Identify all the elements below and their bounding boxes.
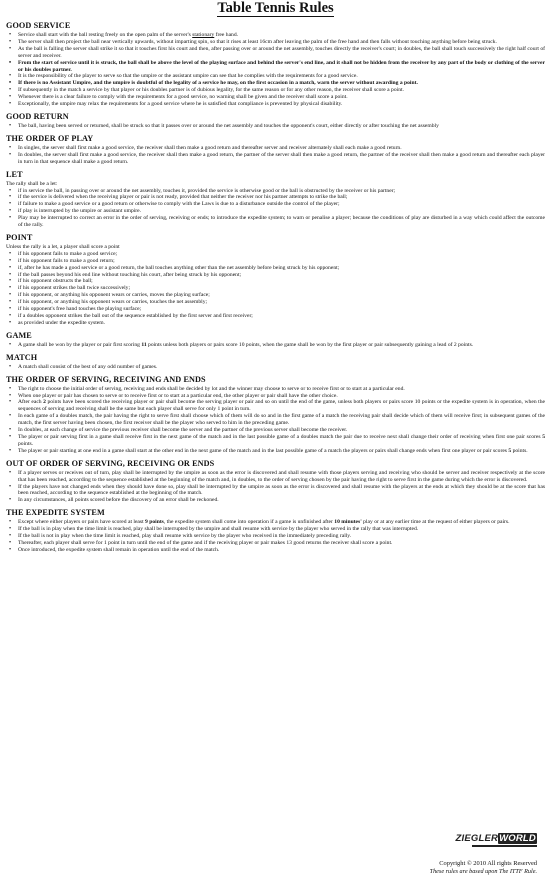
rule-text: points. (511, 447, 528, 454)
rule-text: The right to choose the initial order of serving, receiving and ends shall be decided by lot and the winner may choose to serve or to receive first or to start at a particular end. (18, 385, 405, 392)
rule-text: if a doubles opponent strikes the ball out of the sequence established by the first server and first receiver; (18, 313, 253, 319)
section-heading-good-return: GOOD RETURN (6, 111, 69, 121)
rule-text: As the ball is falling the server shall strike it so that it touches first his court and then, after passing over or around the net assembly, touches directly the receiver's court; in doubles, the ball shall touch successively the right half court of server and receiver. (18, 45, 545, 59)
rule-item (6, 32, 545, 39)
rule-item (6, 60, 545, 74)
rule-text: if failure to make a good service or a good return or otherwise to comply with the Laws is due to a disturbance outside the control of the player; (18, 201, 340, 208)
section-intro: The rally shall be a let: (6, 180, 58, 187)
rule-item (6, 484, 545, 498)
rule-text: if his opponent fails to make a good return; (18, 257, 115, 264)
rule-text: From the start of service until it is struck, the ball shall be above the level of the playing surface and behind the server's end line, and it shall not be hidden from the receiver by any part of the body or clothing of the server or his doubles partner. (18, 59, 545, 73)
rule-item (6, 342, 545, 349)
rule-list (6, 251, 545, 327)
rule-text: When one player or pair has chosen to serve or to receive first or to start at a particular end, the other player or pair shall have the other choice. (18, 392, 338, 399)
rule-text: In any circumstances, all points scored before the discovery of an error shall be reckoned. (18, 497, 219, 504)
section-heading-expedite: THE EXPEDITE SYSTEM (6, 508, 105, 518)
copyright: Copyright © 2010 All rights Reserved (439, 860, 537, 867)
rule-text: If subsequently in the match a service by that player or his doubles partner is of dubious legality, for the same reason or for any other reason, the receiver shall score a point. (18, 87, 404, 94)
rule-text: if his opponent strikes the ball twice successively; (18, 285, 131, 292)
rule-item (6, 526, 545, 533)
rule-text: as provided under the expedite system. (18, 319, 105, 326)
rule-text: play or at any earlier time at the request of either players or pairs. (361, 519, 510, 526)
rule-underlined-text: stationary (192, 32, 215, 38)
section-heading-out-of-order: OUT OF ORDER OF SERVING, RECEIVING OR ENDS (6, 458, 215, 468)
rule-text: if, after he has made a good service or a good return, the ball touches anything other than the net assembly before being struck by his opponent; (18, 264, 340, 271)
rule-item (6, 251, 545, 258)
rule-item (6, 306, 545, 313)
rule-text: The server shall then project the ball near vertically upwards, without imparting spin, so that it rises at least 16cm after leaving the palm of the free hand and then falls without touching anything before being struck. (18, 38, 497, 45)
rule-item (6, 73, 545, 80)
rule-item (6, 434, 545, 448)
rule-text: free hand. (214, 32, 239, 38)
rule-item (6, 413, 545, 427)
section-heading-let: LET (6, 169, 23, 179)
rule-list (6, 145, 545, 166)
rule-text: Except where either players or pairs have scored at least (18, 519, 146, 526)
rule-list (6, 123, 545, 130)
section-intro: Unless the rally is a let, a player shall score a point (6, 243, 120, 250)
rule-text: if his opponent obstructs the ball; (18, 278, 93, 285)
rule-text: points unless both players or pairs score 10 points, when the game shall be won by the first player or pair subsequently gaining a lead of 2 points. (146, 341, 474, 348)
rule-item (6, 145, 545, 152)
rule-text: Play may be interrupted to correct an error in the order of serving, receiving or ends; to introduce the expedite system; to warn or penalise a player; because the conditions of play are disturbed in a way which could affect the outcome of the rally. (18, 215, 545, 229)
section-heading-order-serving: THE ORDER OF SERVING, RECEIVING AND ENDS (6, 374, 206, 384)
rule-emphasis: 11 (141, 341, 147, 348)
rule-text: if his opponent fails to make a good service; (18, 250, 118, 257)
ziegler-world-logo (456, 833, 537, 844)
rule-list (6, 342, 545, 349)
rule-item (6, 101, 545, 108)
rule-text: If the ball is not in play when the time limit is reached, play shall resume with service by the player who received in the immediately preceding rally. (18, 533, 352, 540)
rule-text: points have been scored the receiving player or pair shall become the serving player or pair and so on until the end of the game, unless both players or pairs score 10 points or the expedite system is in operation, when the sequences of serving and receiving shall be the same but each player shall serve for only 1 point in turn. (18, 399, 545, 413)
rule-emphasis: 9 points (145, 519, 164, 526)
rule-list (6, 188, 545, 229)
rule-item (6, 39, 545, 46)
rule-text: If there is no Assistant Umpire, and the umpire is doubtful of the legality of a service he may, on the first occasion in a match, warn the server without awarding a point. (18, 80, 418, 87)
rule-text: if his opponent's free hand touches the playing surface; (18, 306, 142, 313)
rule-item (6, 313, 545, 320)
rule-item (6, 215, 545, 229)
rule-text: if in service the ball, in passing over or around the net assembly, touches it, provided the service is otherwise good or the ball is obstructed by the receiver or his partner; (18, 187, 396, 194)
rule-text: If the players have not changed ends when they should have done so, play shall be interrupted by the umpire as soon as the error is discovered and shall resume with the players at the ends at which they should be at the score that has been reached, according to the sequence established at the beginning of the match. (18, 483, 545, 497)
rule-text: Whenever there is a clear failure to comply with the requirements for a good service, no warning shall be given and the receiver shall score a point. (18, 94, 348, 101)
rule-item (6, 533, 545, 540)
rule-item (6, 152, 545, 166)
rule-list (6, 470, 545, 505)
rule-text: Exceptionally, the umpire may relax the requirements for a good service where he is satisfied that compliance is prevented by physical disability. (18, 101, 343, 108)
rule-item (6, 470, 545, 484)
rule-text: points. (18, 440, 34, 447)
page-title: Table Tennis Rules (217, 0, 334, 16)
rule-text: if his opponent, or anything his opponent wears or carries, moves the playing surface; (18, 292, 210, 299)
section-heading-good-service: GOOD SERVICE (6, 21, 71, 30)
rule-text: , the expedite system shall come into operation if a game is unfinished after (163, 519, 335, 526)
rule-text: A game shall be won by the player or pair first scoring (18, 341, 142, 348)
rule-list (6, 519, 545, 554)
rule-emphasis: 5 (508, 447, 512, 454)
section-heading-match: MATCH (6, 352, 38, 362)
rule-text: In doubles, the server shall first make a good service, the receiver shall then make a good return, the partner of the server shall then make a good return, the partner of the receiver shall then make a good return and thereafter each player in turn in that sequence shall make a good return. (18, 151, 545, 165)
rule-item (6, 265, 545, 272)
rule-text: It is the responsibility of the player to serve so that the umpire or the assistant umpire can see that he complies with the requirements for a good service. (18, 73, 358, 80)
rule-text: After each (18, 399, 44, 406)
rule-text: The player or pair starting at one end in a game shall start at the other end in the next game of the match and in the last possible game of a match the players or pairs shall change ends when first one player or pair scores (18, 447, 509, 454)
rule-emphasis: 10 minutes' (334, 519, 362, 526)
rules-basis-note: These rules are based upon The ITTF Rule. (429, 868, 537, 875)
rule-text: A match shall consist of the best of any odd number of games. (18, 363, 158, 370)
section-heading-game: GAME (6, 330, 32, 340)
rule-item (6, 46, 545, 60)
rule-text: if play is interrupted by the umpire or assistant umpire. (18, 208, 142, 215)
rule-text: If a player serves or receives out of turn, play shall be interrupted by the umpire as soon as the error is discovered and shall resume with those players serving and receiving who should be server and receiver respectively at the score that has been reached, according to the sequence established at the beginning of the match and, in doubles, to the order of serving chosen by the pair having the right to serve first in the game during which the error is discovered. (18, 469, 545, 483)
rule-text: if the service is delivered when the receiving player or pair is not ready, provided that neither the receiver nor his partner attempts to strike the ball; (18, 194, 348, 201)
rule-text: The player or pair serving first in a game shall receive first in the next game of the match and in the last possible game of a doubles match the pair due to receive next shall change their order of receiving when first one pair scores (18, 433, 543, 440)
rule-item (6, 386, 545, 393)
logo-text: ZIEGLER (455, 833, 499, 844)
rule-text: In doubles, at each change of service the previous receiver shall become the server and the partner of the previous server shall become the receiver. (18, 427, 348, 434)
section-heading-point: POINT (6, 232, 33, 242)
rule-item (6, 258, 545, 265)
rule-item (6, 364, 545, 371)
logo-highlight: WORLD (499, 833, 536, 844)
section-heading-order-of-play: THE ORDER OF PLAY (6, 133, 94, 143)
rule-item (6, 448, 545, 455)
rule-text: if the ball passes beyond his end line without touching his court, after being struck by his opponent; (18, 271, 242, 278)
rule-item (6, 547, 545, 554)
rule-text: The ball, having been served or returned, shall be struck so that it passes over or around the net assembly and touches the opponent's court, either directly or after touching the net assembly (18, 122, 439, 129)
rule-item (6, 399, 545, 413)
rule-text: Service shall start with the ball resting freely on the open palm of the server's (18, 32, 193, 38)
rule-emphasis: 5 (542, 433, 545, 440)
rule-text: Once introduced, the expedite system shall remain in operation until the end of the match. (18, 546, 220, 553)
rule-list (6, 32, 545, 108)
rule-text: If the ball is in play when the time limit is reached, play shall be interrupted by the umpire and shall resume with service by the player who served in the rally that was interrupted. (18, 526, 419, 533)
rule-list (6, 386, 545, 455)
rule-item (6, 540, 545, 547)
rule-item (6, 427, 545, 434)
rule-emphasis: 2 (43, 399, 46, 406)
rule-text: Thereafter, each player shall serve for 1 point in turn until the end of the game and if the receiving player or pair makes 13 good returns the receiver shall score a point. (18, 539, 393, 546)
rule-list (6, 364, 545, 371)
rule-item (6, 123, 545, 130)
logo-underline (472, 845, 537, 847)
rule-item (6, 320, 545, 327)
rule-text: In singles, the server shall first make a good service, the receiver shall then make a good return and thereafter server and receiver alternately shall each make a good return. (18, 144, 402, 151)
rule-text: if his opponent, or anything his opponent wears or carries, touches the net assembly; (18, 299, 208, 306)
rules-content (6, 21, 545, 554)
rule-text: In each game of a doubles match, the pair having the right to serve first shall choose which of them will do so and in the first game of a match the receiving pair shall decide which of them will receive first; in subsequent games of the match, the first server having been chosen, the first receiver shall be the player who served to him in the preceding game. (18, 413, 545, 427)
rule-item (6, 497, 545, 504)
